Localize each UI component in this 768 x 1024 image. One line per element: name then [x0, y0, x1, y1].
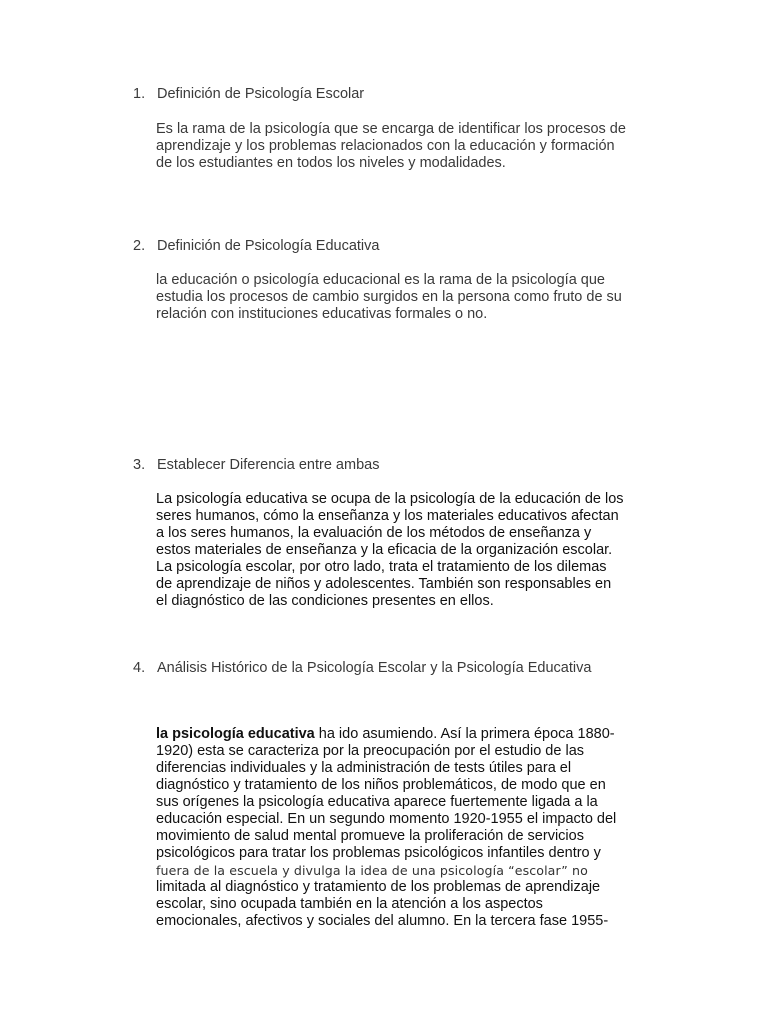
- section-1-title: Definición de Psicología Escolar: [157, 86, 365, 102]
- paragraph-line: estos materiales de enseñanza y la eficacia de la organización escolar.: [156, 542, 613, 558]
- lead-bold-text: la psicología educativa: [156, 726, 315, 742]
- section-1-heading: [133, 86, 364, 102]
- paragraph-line: seres humanos, cómo la enseñanza y los materiales educativos afectan: [156, 508, 619, 524]
- section-3-paragraph: [156, 491, 676, 610]
- section-4-number: 4.: [133, 660, 146, 676]
- section-3-heading: [133, 457, 379, 473]
- paragraph-line: 1920) esta se caracteriza por la preocupación por el estudio de las: [156, 743, 585, 759]
- paragraph-line: de aprendizaje de niños y adolescentes. También son responsables en: [156, 576, 612, 592]
- lead-rest-text: ha ido asumiendo. Así la primera época 1880-: [314, 726, 615, 742]
- section-1-number: 1.: [133, 86, 146, 102]
- paragraph-line: diagnóstico y tratamiento de los niños problemáticos, de modo que en: [156, 777, 606, 793]
- paragraph-line: limitada al diagnóstico y tratamiento de los problemas de aprendizaje: [156, 879, 601, 895]
- section-2-number: 2.: [133, 238, 146, 254]
- paragraph-line: de los estudiantes en todos los niveles y modalidades.: [156, 155, 506, 171]
- paragraph-line: La psicología educativa se ocupa de la psicología de la educación de los: [156, 491, 624, 507]
- paragraph-line: sus orígenes la psicología educativa aparece fuertemente ligada a la: [156, 794, 598, 810]
- paragraph-line: la educación o psicología educacional es la rama de la psicología que: [156, 272, 605, 288]
- section-4-title: Análisis Histórico de la Psicología Escolar y la Psicología Educativa: [157, 660, 592, 676]
- paragraph-line: Es la rama de la psicología que se encarga de identificar los procesos de: [156, 121, 626, 137]
- paragraph-line: aprendizaje y los problemas relacionados con la educación y formación: [156, 138, 615, 154]
- paragraph-line: psicológicos para tratar los problemas psicológicos infantiles dentro y: [156, 845, 601, 861]
- paragraph-line: relación con instituciones educativas formales o no.: [156, 306, 488, 322]
- section-2-title: Definición de Psicología Educativa: [157, 238, 380, 254]
- paragraph-line: emocionales, afectivos y sociales del alumno. En la tercera fase 1955-: [156, 913, 609, 929]
- section-3-title: Establecer Diferencia entre ambas: [157, 457, 380, 473]
- paragraph-first-line: [156, 726, 676, 743]
- section-4-heading: [133, 660, 591, 676]
- paragraph-line: a los seres humanos, la evaluación de los métodos de enseñanza y: [156, 525, 592, 541]
- paragraph-line: La psicología escolar, por otro lado, trata el tratamiento de los dilemas: [156, 559, 607, 575]
- paragraph-line: movimiento de salud mental promueve la proliferación de servicios: [156, 828, 584, 844]
- paragraph-line: fuera de la escuela y divulga la idea de una psicología “escolar” no: [156, 863, 588, 878]
- paragraph-line: el diagnóstico de las condiciones presentes en ellos.: [156, 593, 494, 609]
- paragraph-line: escolar, sino ocupada también en la atención a los aspectos: [156, 896, 543, 912]
- section-2-heading: [133, 238, 379, 254]
- section-2-paragraph: [156, 272, 676, 323]
- paragraph-line: estudia los procesos de cambio surgidos en la persona como fruto de su: [156, 289, 622, 305]
- section-1-paragraph: [156, 121, 676, 172]
- paragraph-line: diferencias individuales y la administración de tests útiles para el: [156, 760, 572, 776]
- section-3-number: 3.: [133, 457, 146, 473]
- section-4-paragraph: [156, 726, 676, 930]
- paragraph-line: educación especial. En un segundo momento 1920-1955 el impacto del: [156, 811, 617, 827]
